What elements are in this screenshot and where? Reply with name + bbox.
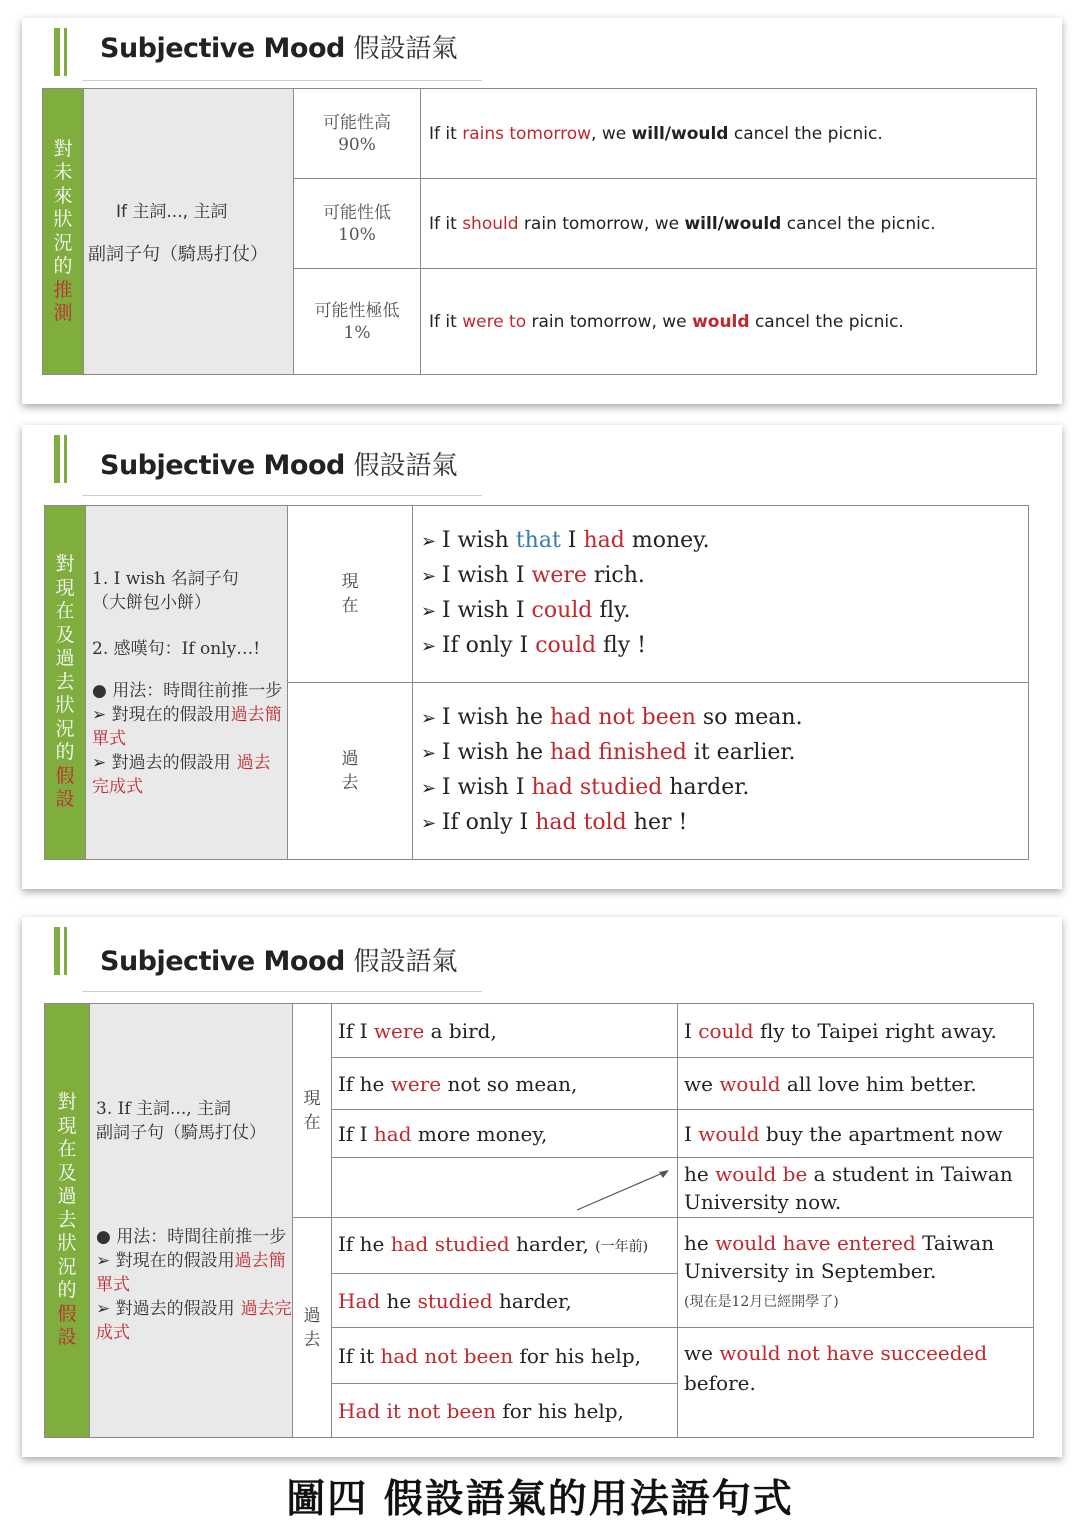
slide-title: Subjective Mood 假設語氣: [100, 946, 458, 977]
side-label-present-past: 對 現 在 及 過 去 狀 況 的 假 設: [45, 1004, 90, 1438]
example-very-low: If it were to rain tomorrow, we would cancel the picnic.: [421, 269, 1037, 375]
title-accent-bar: [54, 435, 60, 483]
title-underline: [82, 991, 482, 992]
condition-clause: If he were not so mean,: [332, 1058, 678, 1110]
time-label-past: 過 去: [293, 1218, 332, 1438]
example-low: If it should rain tomorrow, we will/would cancel the picnic.: [421, 179, 1037, 269]
condition-clause: If I had more money,: [332, 1110, 678, 1158]
condition-clause: If I were a bird,: [332, 1004, 678, 1058]
list-item: ➢ I wish I were rich.: [421, 559, 1028, 594]
condition-clause: If he had studied harder, (一年前): [332, 1218, 678, 1274]
time-label-present: 現 在: [293, 1004, 332, 1218]
slide-future-conditions: [22, 18, 1062, 404]
future-table: [42, 88, 1037, 375]
wish-table: [44, 505, 1029, 860]
list-item: ➢ I wish I could fly.: [421, 594, 1028, 629]
slide-title: Subjective Mood 假設語氣: [100, 450, 458, 481]
result-clause: he would have entered Taiwan University in September. (現在是12月已經開學了): [678, 1218, 1034, 1328]
time-label-past: 過 去: [288, 683, 413, 860]
condition-pattern: If 主詞..., 主詞 副詞子句（騎馬打仗）: [84, 89, 294, 375]
title-accent-bar-thin: [64, 28, 67, 76]
slide-title: Subjective Mood 假設語氣: [100, 33, 458, 64]
list-item: ➢ I wish I had studied harder.: [421, 771, 1028, 806]
slide-wish-conditions: [22, 425, 1062, 889]
past-wish-examples: [413, 683, 1029, 860]
title-accent-bar-thin: [64, 927, 67, 975]
condition-clause: If it had not been for his help,: [332, 1328, 678, 1384]
title-underline: [82, 80, 482, 81]
wish-usage-notes: 1. I wish 名詞子句 （大餅包小餅） 2. 感嘆句：If only…! ● 用法：時間往前推一步 ➢ 對現在的假設用過去簡單式 ➢ 對過去的假設用 過去完成式: [86, 506, 288, 860]
title-accent-bar: [54, 927, 60, 975]
condition-clause: Had it not been for his help,: [332, 1384, 678, 1438]
side-label-present-past: 對 現 在 及 過 去 狀 況 的 假 設: [45, 506, 86, 860]
result-clause: we would all love him better.: [678, 1058, 1034, 1110]
title-accent-bar-thin: [64, 435, 67, 483]
list-item: ➢ I wish he had finished it earlier.: [421, 736, 1028, 771]
result-clause: we would not have succeeded before.: [678, 1328, 1034, 1438]
list-item: ➢ I wish he had not been so mean.: [421, 701, 1028, 736]
mixed-conditional-arrow: [573, 1164, 673, 1214]
title-underline: [82, 495, 482, 496]
time-label-present: 現 在: [288, 506, 413, 683]
arrow-cell: [332, 1158, 678, 1218]
figure-caption: 圖四 假設語氣的用法語句式: [286, 1477, 794, 1522]
list-item: ➢ If only I had told her !: [421, 806, 1028, 841]
title-accent-bar: [54, 28, 60, 76]
condition-clause: Had he studied harder,: [332, 1274, 678, 1328]
probability-very-low: 可能性極低 1%: [294, 269, 421, 375]
side-label-future: 對 未 來 狀 況 的 推 測: [43, 89, 84, 375]
probability-high: 可能性高 90%: [294, 89, 421, 179]
example-high: If it rains tomorrow, we will/would cancel the picnic.: [421, 89, 1037, 179]
if-usage-notes: 3. If 主詞..., 主詞 副詞子句（騎馬打仗） ● 用法：時間往前推一步 ➢ 對現在的假設用過去簡單式 ➢ 對過去的假設用 過去完成式: [90, 1004, 293, 1438]
if-table: [44, 1003, 1034, 1438]
result-clause: he would be a student in Taiwan University now.: [678, 1158, 1034, 1218]
present-wish-examples: [413, 506, 1029, 683]
probability-low: 可能性低 10%: [294, 179, 421, 269]
result-clause: I would buy the apartment now: [678, 1110, 1034, 1158]
slide-if-conditions: [22, 917, 1062, 1457]
list-item: ➢ I wish that I had money.: [421, 524, 1028, 559]
list-item: ➢ If only I could fly !: [421, 629, 1028, 664]
result-clause: I could fly to Taipei right away.: [678, 1004, 1034, 1058]
